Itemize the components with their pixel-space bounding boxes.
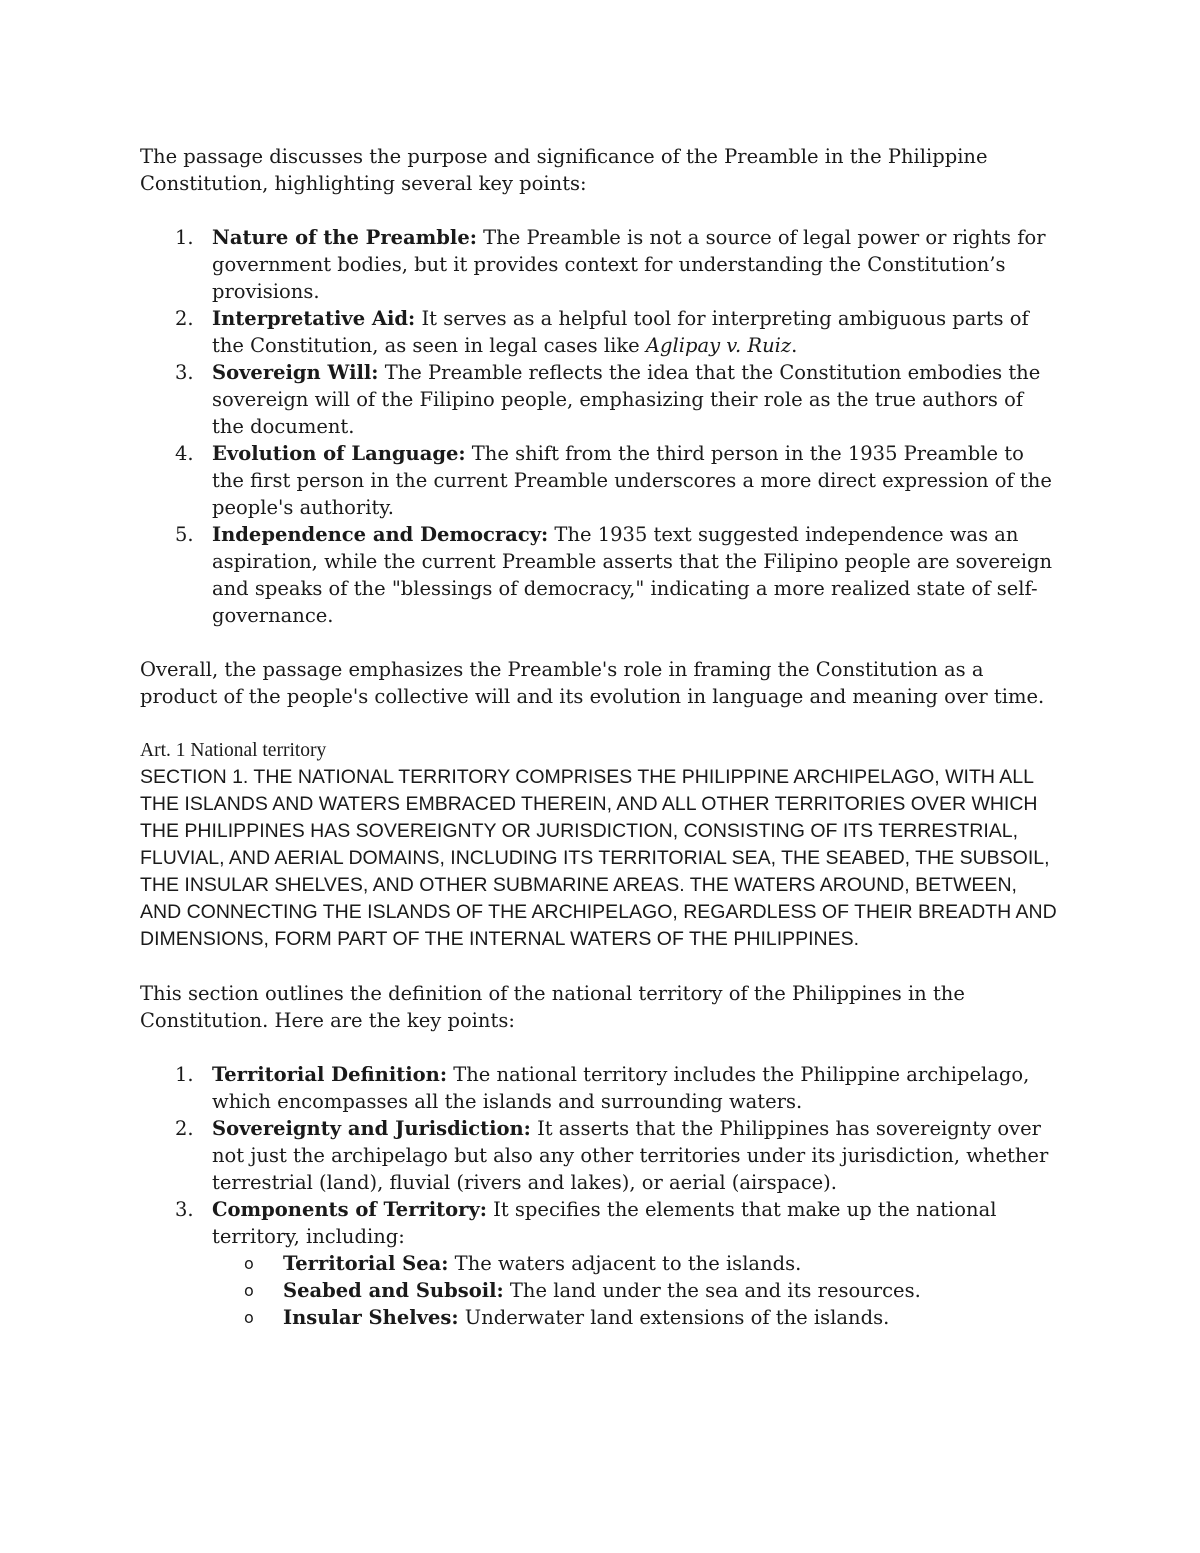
list-item <box>140 224 1060 305</box>
sublist-item <box>212 1277 1060 1304</box>
components-sublist <box>212 1250 1060 1331</box>
circle-bullet-icon: o <box>244 1308 254 1327</box>
sublist-item <box>212 1304 1060 1331</box>
list-item <box>140 440 1060 521</box>
component-text: Underwater land extensions of the islands. <box>458 1306 890 1329</box>
overall-paragraph: Overall, the passage emphasizes the Preamble's role in framing the Constitution as a product of the people's collective will and its evolution in language and meaning over time. <box>140 658 1045 708</box>
spacer <box>140 710 1060 737</box>
list-number: 2. <box>175 1117 194 1140</box>
point-title: Components of Territory: <box>212 1198 487 1221</box>
point-title: Sovereign Will: <box>212 361 379 384</box>
circle-bullet-icon: o <box>244 1281 254 1300</box>
article-heading: Art. 1 National territory <box>140 740 327 761</box>
list-item <box>140 359 1060 440</box>
point-text: It serves as a helpful tool for interpreting ambiguous parts of the Constitution, as seen in legal cases like <box>212 307 1029 357</box>
point-title: Independence and Democracy: <box>212 523 549 546</box>
list-item <box>140 305 1060 359</box>
spacer <box>140 1034 1060 1061</box>
list-number: 3. <box>175 361 194 384</box>
territory-points-list <box>140 1061 1060 1331</box>
list-item <box>140 1196 1060 1331</box>
point-text: It specifies the elements that make up the national territory, including: <box>212 1198 997 1248</box>
point-text: The shift from the third person in the 1935 Preamble to the first person in the current Preamble underscores a more direct expression of the people's authority. <box>212 442 1052 519</box>
list-number: 2. <box>175 307 194 330</box>
spacer <box>140 629 1060 656</box>
list-number: 1. <box>175 1063 194 1086</box>
intro-paragraph: The passage discusses the purpose and significance of the Preamble in the Philippine Constitution, highlighting several key points: <box>140 145 988 195</box>
list-item <box>140 521 1060 629</box>
point-title: Evolution of Language: <box>212 442 466 465</box>
point-text-end: . <box>791 334 798 357</box>
point-title: Nature of the Preamble: <box>212 226 477 249</box>
point-title: Sovereignty and Jurisdiction: <box>212 1117 531 1140</box>
list-number: 5. <box>175 523 194 546</box>
point-text: The 1935 text suggested independence was an aspiration, while the current Preamble asserts that the Filipino people are sovereign and speaks of the "blessings of democracy," indicating a more realized state of self-governance. <box>212 523 1053 627</box>
component-title: Seabed and Subsoil: <box>283 1279 504 1302</box>
component-title: Insular Shelves: <box>283 1306 459 1329</box>
territory-intro-paragraph: This section outlines the definition of the national territory of the Philippines in the Constitution. Here are the key points: <box>140 982 965 1032</box>
list-number: 1. <box>175 226 194 249</box>
spacer <box>140 953 1060 980</box>
list-number: 4. <box>175 442 194 465</box>
component-text: The waters adjacent to the islands. <box>448 1252 802 1275</box>
list-item <box>140 1115 1060 1196</box>
point-title: Interpretative Aid: <box>212 307 416 330</box>
case-citation: Aglipay v. Ruiz <box>645 334 792 357</box>
list-item <box>140 1061 1060 1115</box>
sublist-item <box>212 1250 1060 1277</box>
component-text: The land under the sea and its resources. <box>503 1279 921 1302</box>
document-page <box>140 143 1060 1331</box>
point-text: The Preamble reflects the idea that the Constitution embodies the sovereign will of the Filipino people, emphasizing their role as the true authors of the document. <box>212 361 1041 438</box>
spacer <box>140 197 1060 224</box>
point-text: The national territory includes the Philippine archipelago, which encompasses all the islands and surrounding waters. <box>212 1063 1030 1113</box>
point-text: It asserts that the Philippines has sovereignty over not just the archipelago but also any other territories under its jurisdiction, whether terrestrial (land), fluvial (rivers and lakes), or aerial (airspace). <box>212 1117 1049 1194</box>
component-title: Territorial Sea: <box>283 1252 449 1275</box>
circle-bullet-icon: o <box>244 1254 254 1273</box>
point-text: The Preamble is not a source of legal power or rights for government bodies, but it provides context for understanding the Constitution’s provisions. <box>212 226 1046 303</box>
point-title: Territorial Definition: <box>212 1063 448 1086</box>
section-text: SECTION 1. THE NATIONAL TERRITORY COMPRISES THE PHILIPPINE ARCHIPELAGO, WITH ALL THE ISLANDS AND WATERS EMBRACED THEREIN, AND ALL OTHER TERRITORIES OVER WHICH THE PHILIPPINES HAS SOVEREIGNTY OR JURISDICTION, CONSISTING OF ITS TERRESTRIAL, FLUVIAL, AND AERIAL DOMAINS, INCLUDING ITS TERRITORIAL SEA, THE SEABED, THE SUBSOIL, THE INSULAR SHELVES, AND OTHER SUBMARINE AREAS. THE WATERS AROUND, BETWEEN, AND CONNECTING THE ISLANDS OF THE ARCHIPELAGO, REGARDLESS OF THEIR BREADTH AND DIMENSIONS, FORM PART OF THE INTERNAL WATERS OF THE PHILIPPINES. <box>140 766 1057 950</box>
preamble-points-list <box>140 224 1060 629</box>
list-number: 3. <box>175 1198 194 1221</box>
